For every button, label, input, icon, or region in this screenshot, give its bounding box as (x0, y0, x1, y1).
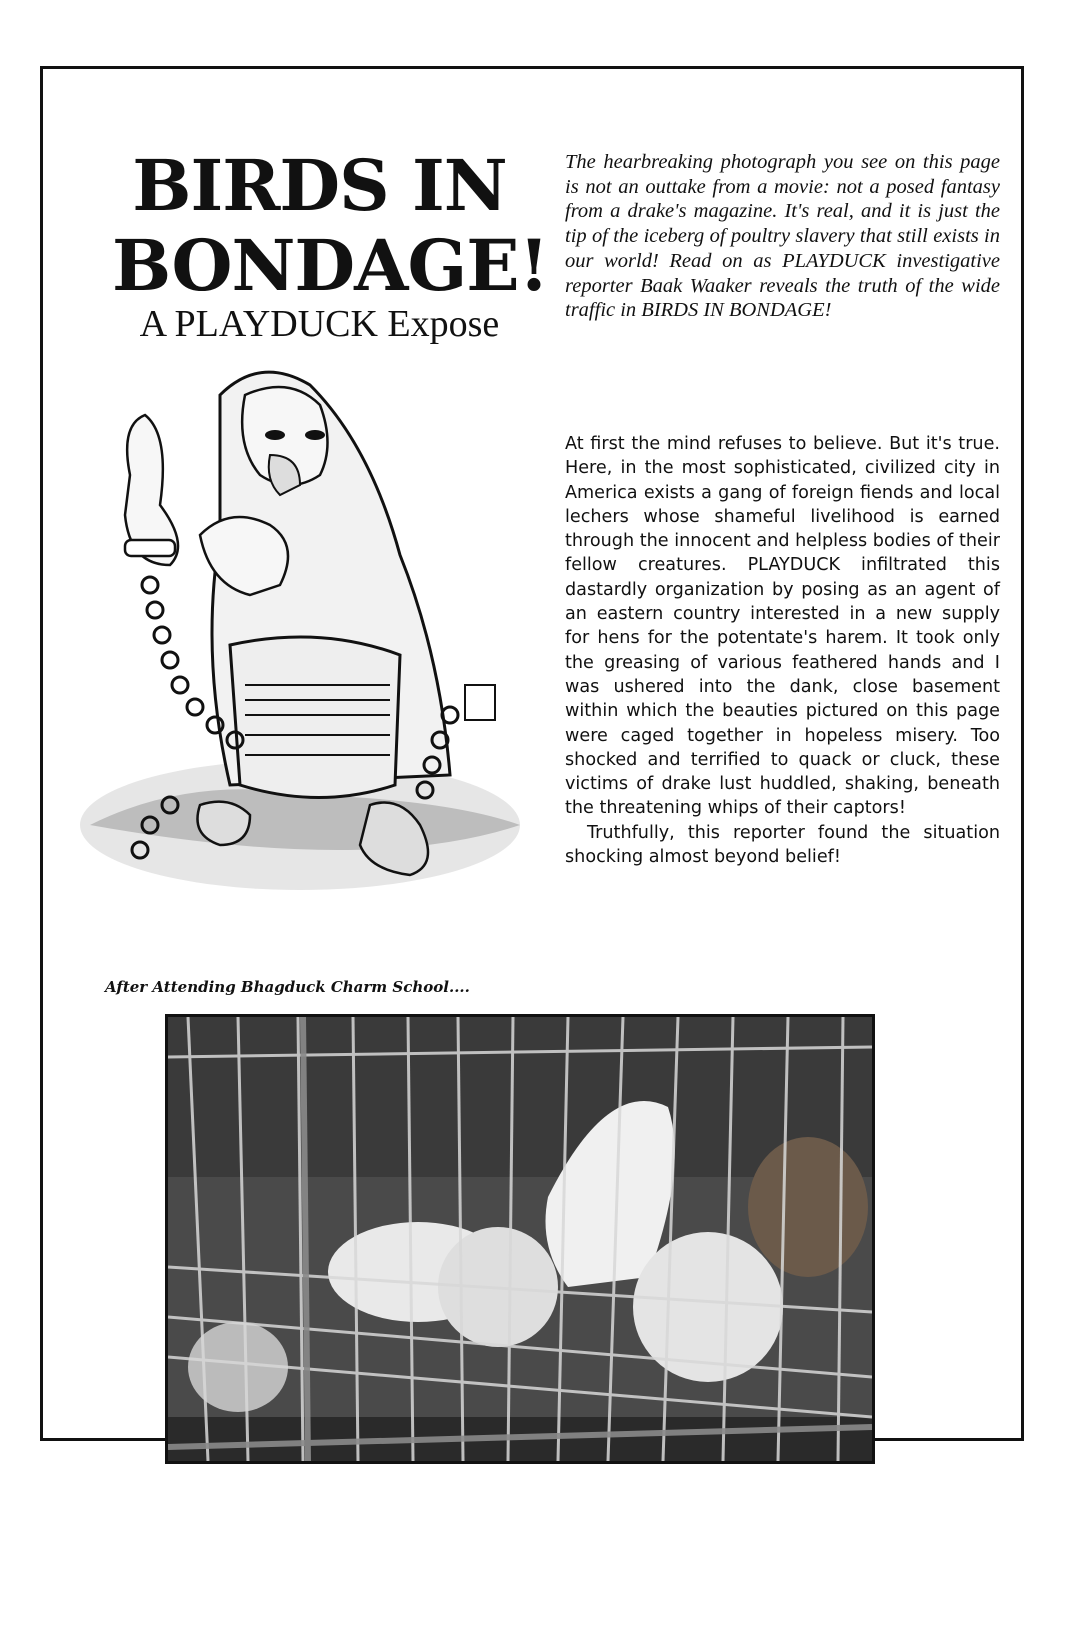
subhead: A PLAYDUCK Expose (139, 303, 500, 345)
caged-hens-photo (165, 1014, 875, 1464)
intro-paragraph: The hearbreaking photograph you see on this page is not an outtake from a movie: not a posed fantasy from a drake's magazine. It's real, and it is just the tip of the iceberg of poultry slavery that still exists in our world! Read on as PLAYDUCK investigative reporter Baak Waaker reveals the truth of the wide traffic in BIRDS IN BONDAGE! (565, 151, 1000, 322)
article-body (565, 432, 1000, 869)
headline-line-2: BONDAGE! (112, 224, 549, 307)
body-paragraph-2: Truthfully, this reporter found the situation shocking almost beyond belief! (565, 822, 1000, 868)
shackled-hen-illustration (70, 355, 540, 945)
body-paragraph-1: At first the mind refuses to believe. But it's true. Here, in the most sophisticated, civilized city in America exists a gang of foreign fiends and local lechers whose shameful livelihood is earned through the innocent and helpless bodies of their fellow creatures. PLAYDUCK infiltrated this dastardly organization by posing as an agent of an eastern country interested in a new supply for hens for the potentate's harem. It took only the greasing of various feathered hands and I was ushered into the dank, close basement within which the beauties pictured on this page were caged together in hopeless misery. Too shocked and terrified to quack or cluck, these victims of drake lust huddled, shaking, beneath the threatening whips of their captors! (565, 434, 1000, 819)
headline-line-1: BIRDS IN (132, 144, 507, 227)
headline (112, 144, 549, 307)
illustration-caption: After Attending Bhagduck Charm School.... (105, 978, 470, 996)
